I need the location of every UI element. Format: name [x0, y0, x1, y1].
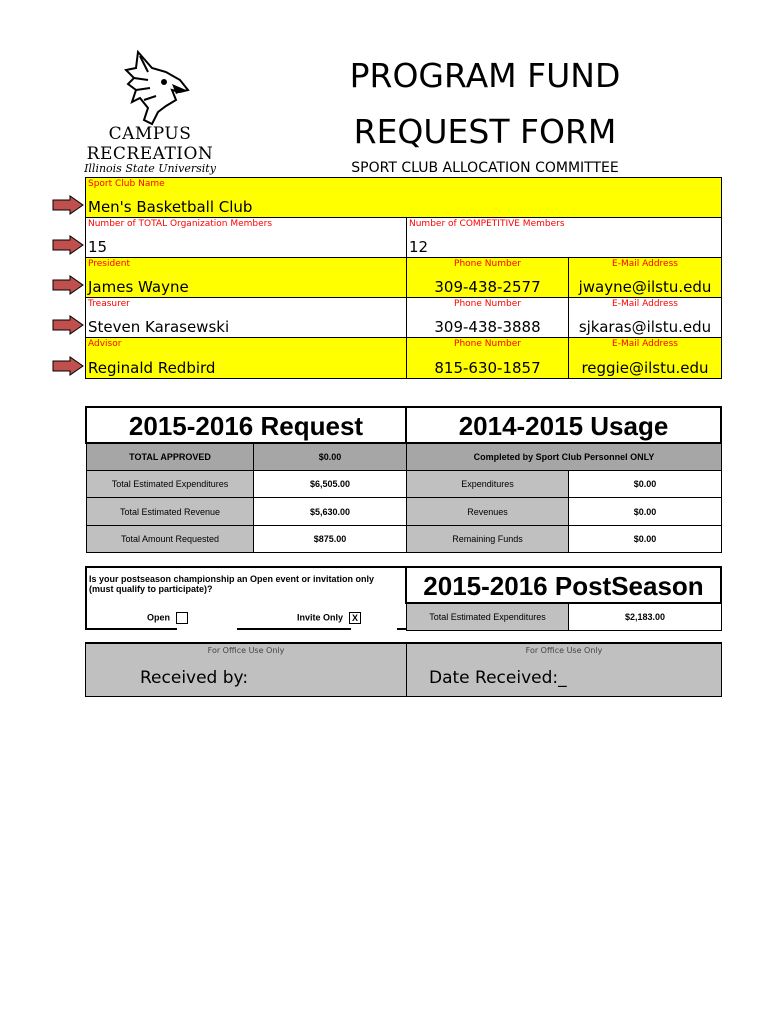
page-subtitle: SPORT CLUB ALLOCATION COMMITTEE: [351, 160, 619, 176]
treasurer-email-field[interactable]: [568, 297, 722, 338]
advisor-phone: 815-630-1857: [434, 359, 541, 377]
office-use-label: For Office Use Only: [207, 646, 285, 655]
request-row-label: Total Estimated Revenue: [86, 497, 254, 526]
total-members-value: 15: [88, 238, 108, 256]
president-email-field[interactable]: [568, 257, 722, 298]
page-title-line1: PROGRAM FUND: [349, 56, 621, 95]
advisor-label: Advisor: [88, 339, 122, 349]
request-row-value[interactable]: $6,505.00: [253, 470, 407, 498]
advisor-name: Reginald Redbird: [88, 359, 216, 377]
usage-row-label: Remaining Funds: [406, 525, 569, 553]
open-option[interactable]: [147, 612, 188, 624]
office-left-box: [85, 642, 407, 697]
total-members-field[interactable]: [85, 217, 407, 258]
open-checkbox[interactable]: [176, 612, 188, 624]
usage-row-label: Revenues: [406, 497, 569, 526]
treasurer-phone: 309-438-3888: [434, 318, 541, 336]
office-use-label: For Office Use Only: [525, 646, 603, 655]
club-name-label: Sport Club Name: [88, 179, 165, 189]
page-title-line2: REQUEST FORM: [353, 112, 617, 151]
competitive-members-value: 12: [409, 238, 429, 256]
logo-line2: Illinois State University: [84, 162, 216, 175]
usage-row-label: Expenditures: [406, 470, 569, 498]
treasurer-email: sjkaras@ilstu.edu: [578, 318, 712, 336]
request-row-value[interactable]: $5,630.00: [253, 497, 407, 526]
arrow-right-icon: [52, 356, 84, 376]
arrow-right-icon: [52, 315, 84, 335]
total-approved-value: $0.00: [253, 443, 407, 471]
president-phone: 309-438-2577: [434, 278, 541, 296]
date-received-label: Date Received:_: [429, 668, 567, 688]
logo-wordmark: [45, 124, 255, 175]
advisor-name-field[interactable]: [85, 337, 407, 379]
postseason-title: 2015-2016 PostSeason: [405, 566, 722, 604]
treasurer-email-label: E-Mail Address: [612, 299, 678, 309]
logo-line1: CAMPUS RECREATION: [86, 124, 214, 164]
invite-checkbox[interactable]: X: [349, 612, 361, 624]
president-name-field[interactable]: [85, 257, 407, 298]
competitive-members-label: Number of COMPETITIVE Members: [409, 219, 565, 229]
competitive-members-field[interactable]: [406, 217, 722, 258]
treasurer-name: Steven Karasewski: [88, 318, 230, 336]
usage-row-value[interactable]: $0.00: [568, 525, 722, 553]
total-members-label: Number of TOTAL Organization Members: [88, 219, 273, 229]
advisor-phone-label: Phone Number: [454, 339, 521, 349]
request-row-value[interactable]: $875.00: [253, 525, 407, 553]
president-name: James Wayne: [88, 278, 189, 296]
president-email: jwayne@ilstu.edu: [578, 278, 712, 296]
received-by-label: Received by:: [140, 668, 249, 688]
office-right-box: [406, 642, 722, 697]
president-label: President: [88, 259, 130, 269]
divider: [85, 628, 177, 630]
club-name-value: Men's Basketball Club: [88, 198, 253, 216]
invite-label: Invite Only: [297, 612, 344, 623]
postseason-exp-label: Total Estimated Expenditures: [406, 603, 569, 631]
divider: [237, 628, 351, 630]
usage-row-value[interactable]: $0.00: [568, 470, 722, 498]
usage-note: Completed by Sport Club Personnel ONLY: [406, 443, 722, 471]
usage-title: 2014-2015 Usage: [405, 406, 722, 444]
advisor-phone-field[interactable]: [406, 337, 569, 379]
treasurer-name-field[interactable]: [85, 297, 407, 338]
advisor-email: reggie@ilstu.edu: [581, 359, 709, 377]
postseason-question: Is your postseason championship an Open event or invitation only (must qualify to participate)?: [89, 574, 375, 594]
president-email-label: E-Mail Address: [612, 259, 678, 269]
president-phone-field[interactable]: [406, 257, 569, 298]
treasurer-phone-field[interactable]: [406, 297, 569, 338]
arrow-right-icon: [52, 195, 84, 215]
postseason-exp-value[interactable]: $2,183.00: [568, 603, 722, 631]
treasurer-label: Treasurer: [88, 299, 130, 309]
treasurer-phone-label: Phone Number: [454, 299, 521, 309]
president-phone-label: Phone Number: [454, 259, 521, 269]
arrow-right-icon: [52, 235, 84, 255]
request-row-label: Total Estimated Expenditures: [86, 470, 254, 498]
advisor-email-field[interactable]: [568, 337, 722, 379]
request-row-label: Total Amount Requested: [86, 525, 254, 553]
request-title: 2015-2016 Request: [85, 406, 407, 444]
total-approved-label: TOTAL APPROVED: [86, 443, 254, 471]
club-name-field[interactable]: [85, 177, 722, 218]
open-label: Open: [147, 612, 171, 623]
arrow-right-icon: [52, 275, 84, 295]
usage-row-value[interactable]: $0.00: [568, 497, 722, 526]
invite-option[interactable]: [297, 612, 361, 624]
postseason-question-box: [85, 566, 405, 630]
advisor-email-label: E-Mail Address: [612, 339, 678, 349]
